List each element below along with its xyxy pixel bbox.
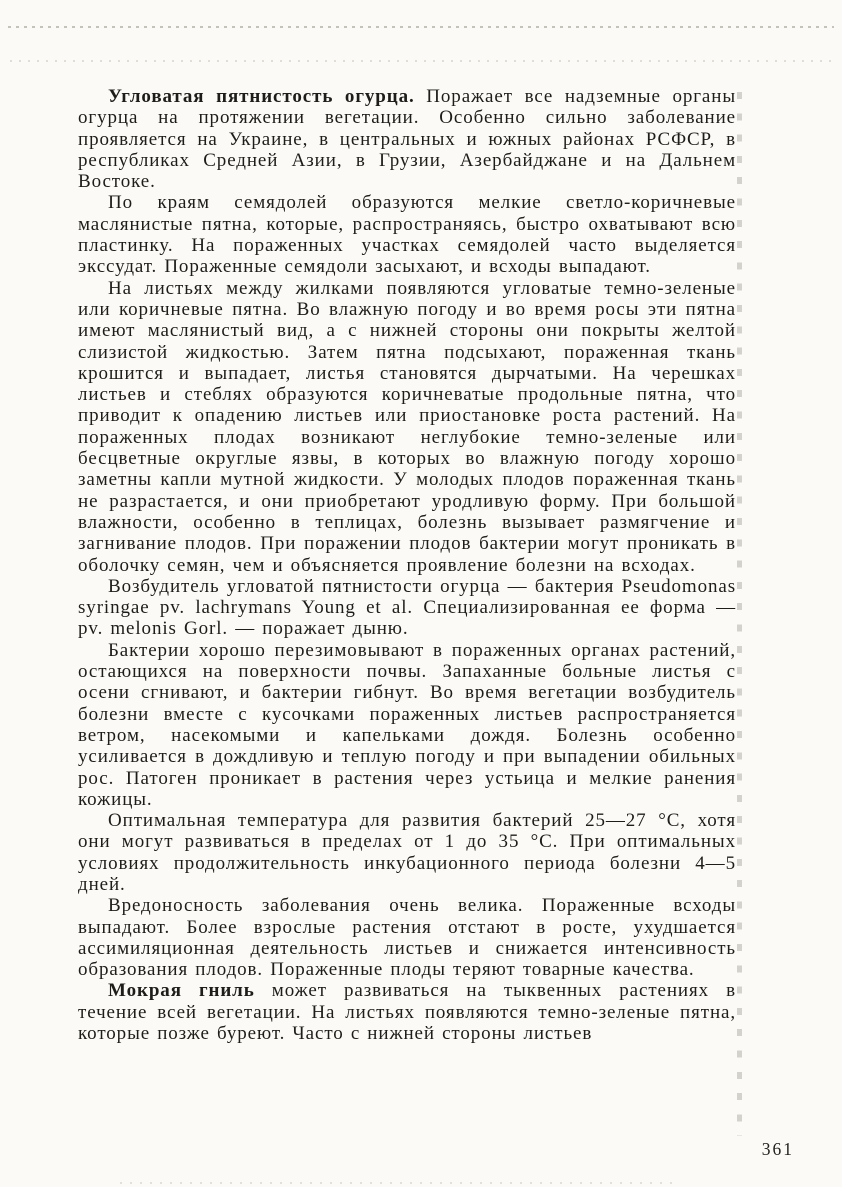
scan-noise-line-top: [8, 26, 834, 28]
paragraph: [78, 192, 736, 277]
paragraph: [78, 810, 736, 895]
paragraph-body: Бактерии хорошо перезимовывают в пораженных органах растений, остающихся на поверхности почвы. Запаханные больные листья с осени сгнивают, и бактерии гибнут. Во время вегетации возбудитель болезни вместе с кусочками пораженных листьев распространяется ветром, насекомыми и капельками дождя. Болезнь особенно усиливается в дождливую и теплую погоду и при выпадении обильных рос. Патоген проникает в растения через устьица и мелкие ранения кожицы.: [78, 639, 736, 810]
page-text: [78, 86, 736, 1044]
paragraph-body: Вредоносность заболевания очень велика. Пораженные всходы выпадают. Более взрослые растения отстают в росте, ухудшается ассимиляционная деятельность листьев и снижается интенсивность образования плодов. Пораженные плоды теряют товарные качества.: [78, 895, 736, 981]
paragraph-body: По краям семядолей образуются мелкие светло-коричневые маслянистые пятна, которые, распространяясь, быстро охватывают всю пластинку. На пораженных участках семядолей часто выделяется экссудат. Пораженные семядоли засыхают, и всходы выпадают.: [78, 192, 736, 278]
scan-noise-line-bottom: [120, 1182, 680, 1184]
paragraph-body: может развиваться на тыквенных растениях в течение всей вегетации. На листьях появляются темно-зеленые пятна, которые позже буреют. Часто с нижней стороны листьев: [78, 980, 736, 1045]
paragraph: [78, 86, 736, 192]
paragraph: [78, 895, 736, 980]
paragraph-body: На листьях между жилками появляются угловатые темно-зеленые или коричневые пятна. Во влажную погоду и во время росы эти пятна имеют маслянистый вид, а с нижней стороны они покрыты желтой слизистой жидкостью. Затем пятна подсыхают, пораженная ткань крошится и выпадает, листья становятся дырчатыми. На черешках листьев и стеблях образуются коричневатые продольные пятна, что приводит к опадению листьев или приостановке роста растений. На пораженных плодах возникают неглубокие темно-зеленые или бесцветные округлые язвы, в которых во влажную погоду хорошо заметны капли мутной жидкости. У молодых плодов пораженная ткань не разрастается, и они приобретают уродливую форму. При большой влажности, особенно в теплицах, болезнь вызывает размягчение и загнивание плодов. При поражении плодов бактерии могут проникать в оболочку семян, чем и объясняется проявление болезни на всходах.: [78, 277, 736, 576]
paragraph-lead: Угловатая пятнистость огурца.: [108, 86, 415, 107]
paragraph: [78, 640, 736, 810]
paragraph: [78, 576, 736, 640]
paragraph: [78, 980, 736, 1044]
scan-bleed-marks: [737, 92, 742, 1136]
scan-noise-line-top-2: [10, 60, 832, 62]
paragraph-lead: Мокрая гниль: [108, 980, 255, 1002]
paragraph-body: Поражает все надземные органы огурца на протяжении вегетации. Особенно сильно заболевание проявляется на Украине, в центральных и южных районах РСФСР, в республиках Средней Азии, в Грузии, Азербайджане и на Дальнем Востоке.: [78, 86, 737, 193]
paragraph-body: Возбудитель угловатой пятнистости огурца — бактерия Pseudomonas syringae pv. lachrymans Young et al. Специализированная ее форма — pv. melonis Gorl. — поражает дыню.: [78, 575, 736, 640]
paragraph-body: Оптимальная температура для развития бактерий 25—27 °С, хотя они могут развиваться в пределах от 1 до 35 °С. При оптимальных условиях продолжительность инкубационного периода болезни 4—5 дней.: [78, 810, 736, 895]
page-number: 361: [761, 1139, 794, 1159]
paragraph: [78, 278, 736, 576]
